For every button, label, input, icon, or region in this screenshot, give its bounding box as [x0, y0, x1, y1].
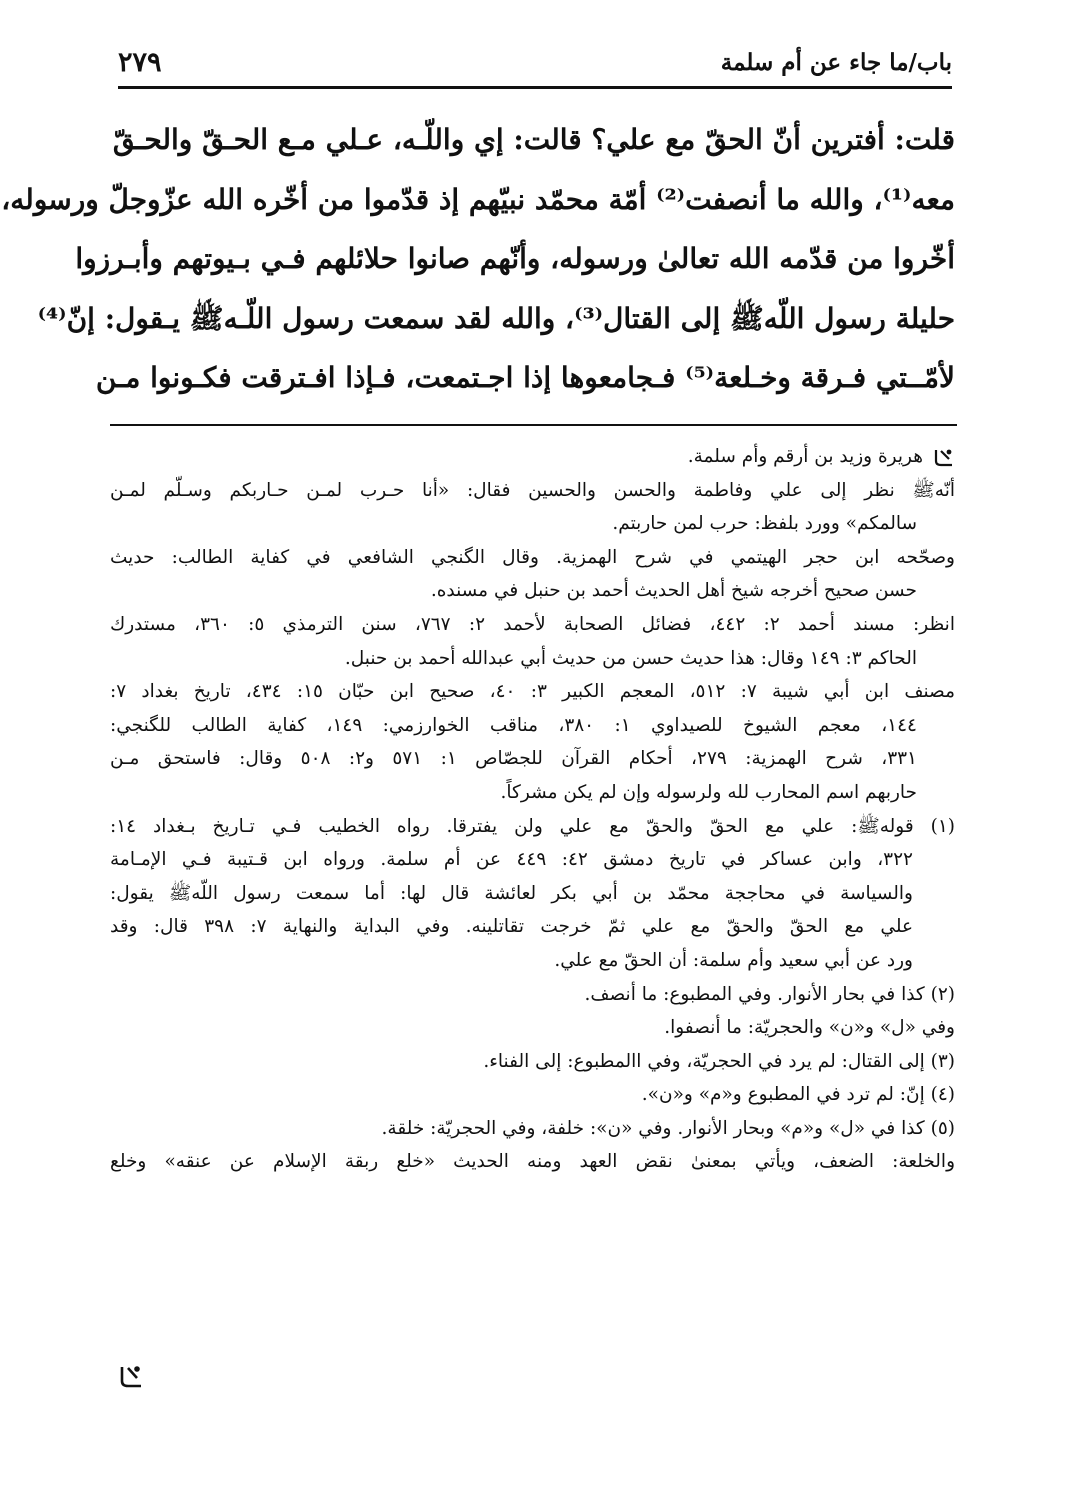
- note-line: علي مع الحقّ والحقّ مع علي ثمّ خرجت تقاتلينه. وفي البداية والنهاية ٧: ٣٩٨ قال: وقد: [110, 916, 913, 938]
- note-line: ١٤٤، معجم الشيوخ للصيداوي ١: ٣٨٠، مناقب الخوارزمي: ١٤٩، كفاية الطالب للگنجي:: [110, 714, 917, 736]
- note-line: (١) قولهﷺ: علي مع الحقّ والحقّ مع علي ولن يفترقا. رواه الخطيب فـي تـاريخ بـغداد ١٤:: [110, 815, 955, 837]
- note-line: (٥) كذا في «ل» و«م» وبحار الأنوار. وفي «ن»: خلفة، وفي الحجريّة: خلقة.: [381, 1117, 955, 1139]
- main-line: أخّروا من قدّمه الله تعالىٰ ورسوله، وأنّهم صانوا حلائلهم فـي بـيوتهم وأبـرزوا: [75, 242, 955, 275]
- note-line: سالمكم» وورد بلفظ: حرب لمن حاربتم.: [612, 513, 917, 535]
- note-line: مصنف ابن أبي شيبة ٧: ٥١٢، المعجم الكبير ٣: ٤٠، صحيح ابن حبّان ١٥: ٤٣٤، تاريخ بغداد ٧:: [110, 681, 956, 703]
- note-line: حسن صحيح أخرجه شيخ أهل الحديث أحمد بن حنبل في مسنده.: [430, 580, 917, 602]
- note-line: وصحّحه ابن حجر الهيتمي في شرح الهمزية. وقال الگنجي الشافعي في كفاية الطالب: حديث: [110, 546, 955, 568]
- note-line: (٤) إنّ: لم ترد في المطبوع و«م» و«ن».: [641, 1084, 955, 1106]
- note-line: (٣) إلى القتال: لم يرد في الحجريّة، وفي االمطبوع: إلى الفناء.: [483, 1050, 955, 1072]
- footnotes: [110, 440, 955, 1179]
- note-line: ورد عن أبي سعيد وأم سلمة: أن الحقّ مع علي.: [554, 949, 913, 971]
- continuation-mark-icon: [933, 446, 955, 468]
- page-number: ٢٧٩: [118, 46, 162, 78]
- note-line: الحاكم ٣: ١٤٩ وقال: هذا حديث حسن من حديث أبي عبدالله أحمد بن حنبل.: [344, 647, 917, 669]
- note-line: وفي «ل» و«ن» والحجريّة: ما أنصفوا.: [664, 1017, 955, 1039]
- note-line: انظر: مسند أحمد ٢: ٤٤٢، فضائل الصحابة لأحمد ٢: ٧٦٧، سنن الترمذي ٥: ٣٦٠، مستدرك: [110, 613, 955, 635]
- main-line: قلت: أفترين أنّ الحقّ مع علي؟ قالت: إي واللّـه، عـلي مـع الحـقّ والحـقّ: [112, 123, 955, 156]
- page-header: [118, 40, 952, 84]
- header-rule: [118, 86, 952, 89]
- main-line: معه⁽¹⁾، والله ما أنصفت⁽²⁾ أمّة محمّد نبيّهم إذ قدّموا من أخّره الله عزّوجلّ ورسوله،: [1, 182, 955, 216]
- main-line: حليلة رسول اللّهﷺ إلى القتال⁽³⁾، والله لقد سمعت رسول اللّـهﷺ يـقول: إنّ⁽⁴⁾: [37, 301, 955, 335]
- note-line: ٣٢٢، وابن عساكر في تاريخ دمشق ٤٢: ٤٤٩ عن أم سلمة. ورواه ابن قـتيبة فـي الإمـامة: [110, 849, 913, 871]
- note-line: [110, 440, 955, 474]
- footnote-separator: [110, 424, 957, 426]
- main-line: لأمّــتي فـرقة وخـلعة⁽⁵⁾ فـجامعوها إذا اجـتمعت، فـإذا افـترقت فكـونوا مـن: [95, 361, 955, 394]
- note-line: ٣٣١، شرح الهمزية: ٢٧٩، أحكام القرآن للجصّاص ١: ٥٧١ و٢: ٥٠٨ وقال: فاستحق مـن: [110, 748, 917, 770]
- main-text: [1, 110, 955, 408]
- note-line: (٢) كذا في بحار الأنوار. وفي المطبوع: ما أنصف.: [584, 983, 955, 1005]
- note-line: والسياسة في محاججة محمّد بن أبي بكر لعائشة قال لها: أما سمعت رسول اللّهﷺ يقول:: [110, 882, 913, 904]
- continuation-mark-icon: [118, 1362, 144, 1390]
- running-title: باب/ما جاء عن أم سلمة: [720, 48, 952, 76]
- note-line: أنّهﷺ نظر إلى علي وفاطمة والحسن والحسين فقال: «أنا حـرب لمـن حـاربكم وسـلّم لمـن: [110, 479, 955, 501]
- note-text: هريرة وزيد بن أرقم وأم سلمة.: [687, 446, 923, 467]
- note-line: والخلعة: الضعف، ويأتي بمعنىٰ نقض العهد ومنه الحديث «خلع ربقة الإسلام عن عنقه» وخلع: [110, 1151, 955, 1173]
- note-line: حاربهم اسم المحارب لله ولرسوله وإن لم يكن مشركاً.: [500, 781, 917, 803]
